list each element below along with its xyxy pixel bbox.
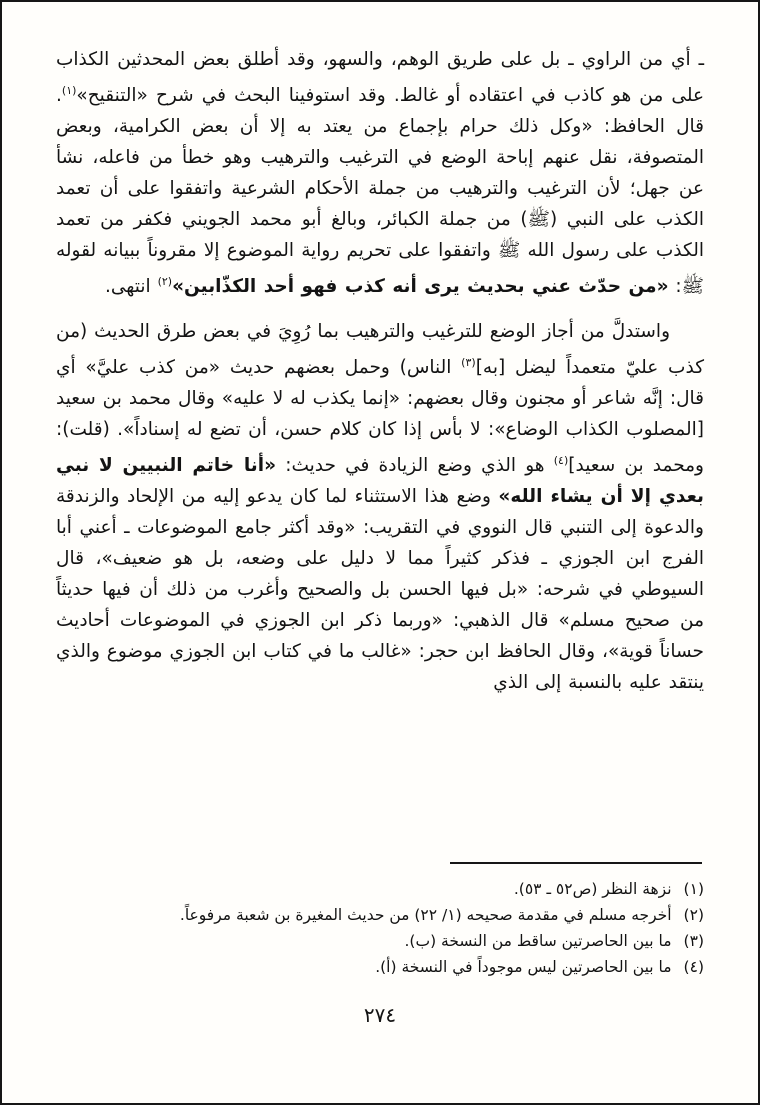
footnote-marker: (١)	[683, 880, 704, 898]
footnote-text: ما بين الحاصرتين ليس موجوداً في النسخة (أ).	[375, 958, 672, 976]
footnote-text: نزهة النظر (ص٥٢ ـ ٥٣).	[513, 880, 672, 898]
footnotes-section	[56, 862, 704, 980]
footnote-ref: (٢)	[157, 275, 173, 288]
text-segment: «أنا خاتم النبيين لا نبي بعدي إلا أن يشاء الله»	[56, 455, 704, 507]
footnote-text: أخرجه مسلم في مقدمة صحيحه (١/ ٢٢) من حديث المغيرة بن شعبة مرفوعاً.	[179, 906, 672, 924]
footnote-item	[56, 876, 704, 902]
footnote-ref: (٤)	[553, 454, 569, 467]
text-segment: ـ أي من الراوي ـ بل على طريق الوهم، والسهو، وقد أطلق بعض المحدثين الكذاب على من هو كاذب في اعتقاده أو غالط. وقد استوفينا البحث في شرح «التنقيح»	[56, 49, 704, 106]
footnote-separator	[450, 862, 702, 864]
footnote-marker: (٤)	[683, 958, 704, 976]
footnote-marker: (٣)	[683, 932, 704, 950]
footnote-marker: (٢)	[683, 906, 704, 924]
footnote-item	[56, 928, 704, 954]
paragraph	[56, 316, 704, 698]
text-segment: واستدلَّ من أجاز الوضع للترغيب والترهيب بما رُوِيَ في بعض طرق الحديث (من كذب عليّ متعمداً ليضل [به]	[56, 321, 704, 378]
page-number: ٢٧٤	[363, 1003, 397, 1027]
text-segment: انتهى.	[104, 276, 158, 297]
text-segment: هو الذي وضع الزيادة في حديث:	[276, 455, 554, 476]
footnote-text: ما بين الحاصرتين ساقط من النسخة (ب).	[404, 932, 672, 950]
footnote-item	[56, 954, 704, 980]
footnotes-list	[56, 876, 704, 980]
text-segment: وضع هذا الاستثناء لما كان يدعو إليه من الإلحاد والزندقة والدعوة إلى التنبي قال النووي في التقريب: «وقد أكثر جامع الموضوعات ـ أعني أبا الفرج ابن الجوزي ـ فذكر كثيراً مما لا دليل على وضعه، بل هو ضعيف»، قال السيوطي في شرحه: «بل فيها الحسن بل والصحيح وأغرب من ذلك أن فيها حديثاً من صحيح مسلم» قال الذهبي: «وربما ذكر ابن الجوزي في الموضوعات أحاديث حساناً قوية»، وقال الحافظ ابن حجر: «غالب ما في كتاب ابن الجوزي موضوع والذي ينتقد عليه بالنسبة إلى الذي	[56, 486, 704, 693]
footnote-item	[56, 902, 704, 928]
body-text	[2, 2, 758, 698]
text-segment: الناس) وحمل بعضهم حديث «من كذب عليَّ» أي قال: إنَّه شاعر أو مجنون وقال بعضهم: «إنما يكذب له لا عليه» وقال محمد بن سعيد [المصلوب الكذاب الوضاع»: لا بأس إذا كان كلام حسن، أن تضع له إسناداً». (قلت): ومحمد بن سعيد]	[56, 357, 704, 476]
paragraph	[56, 44, 704, 302]
footnote-ref: (٣)	[461, 356, 476, 369]
footnote-ref: (١)	[61, 84, 77, 97]
text-segment: . قال الحافظ: «وكل ذلك حرام بإجماع من يعتد به إلا أن بعض الكرامية، وبعض المتصوفة، نقل عنهم إباحة الوضع في الترغيب والترهيب وهو خطأ من فاعله، نشأ عن جهل؛ لأن الترغيب والترهيب من جملة الأحكام الشرعية واتفقوا على أن تعمد الكذب على النبي (ﷺ) من جملة الكبائر، وبالغ أبو محمد الجويني فكفر من تعمد الكذب على رسول الله ﷺ واتفقوا على تحريم رواية الموضوع إلا مقروناً ببيانه لقوله ﷺ:	[56, 85, 704, 297]
text-segment: «من حدّث عني بحديث يرى أنه كذب فهو أحد الكذّابين»	[172, 276, 669, 297]
